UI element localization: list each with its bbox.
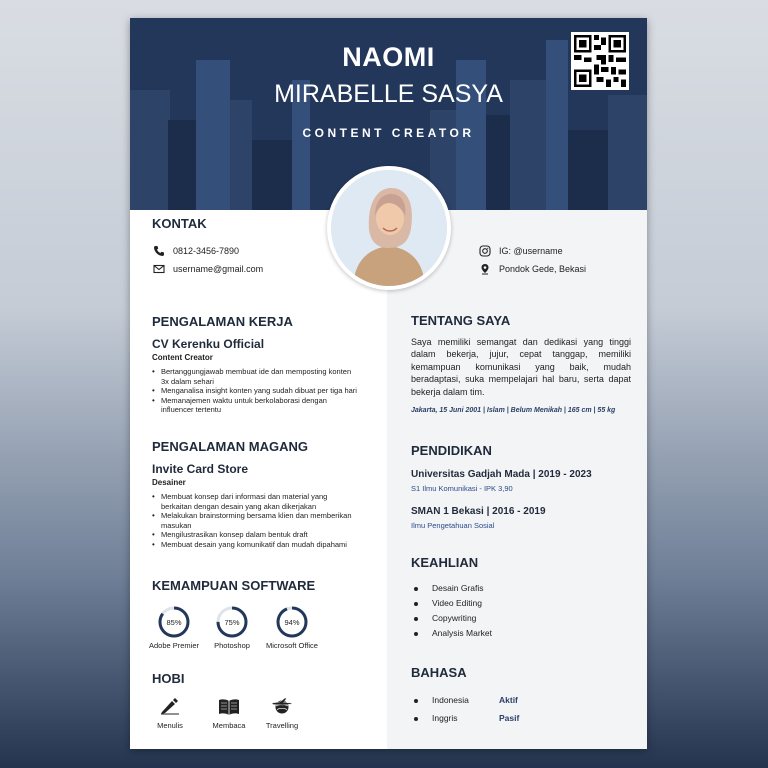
software-name: Adobe Premier	[148, 641, 200, 650]
internship-company: Invite Card Store	[152, 462, 249, 476]
list-item: • Bertanggungjawab membuat ide dan memposting konten	[152, 367, 382, 377]
job-title: CONTENT CREATOR	[302, 126, 475, 140]
skills-heading: KEAHLIAN	[411, 555, 479, 570]
software-name: Photoshop	[214, 641, 250, 650]
progress-ring	[275, 605, 309, 639]
qr-code-icon[interactable]	[571, 32, 629, 90]
pen-icon	[159, 697, 181, 715]
education-heading: PENDIDIKAN	[411, 443, 492, 458]
bullet-dot	[414, 602, 418, 606]
work-position: Content Creator	[152, 353, 213, 362]
list-item: berkaitan dengan desain yang akan dikerjakan	[161, 501, 317, 511]
hobby-heading: HOBI	[152, 671, 185, 686]
phone-number[interactable]: 0812-3456-7890	[173, 246, 240, 256]
software-heading: KEMAMPUAN SOFTWARE	[152, 578, 316, 593]
education-detail: S1 Ilmu Komunikasi - IPK 3,90	[411, 484, 513, 493]
skill-item: Copywriting	[432, 613, 477, 623]
software-name: Microsoft Office	[266, 641, 318, 650]
city-building	[230, 100, 252, 210]
book-icon	[218, 698, 240, 716]
profile-photo	[327, 166, 451, 290]
skill-item: Desain Grafis	[432, 583, 484, 593]
mail-icon	[153, 263, 165, 275]
work-experience-heading: PENGALAMAN KERJA	[152, 314, 293, 329]
about-text: Saya memiliki semangat dan dedikasi yang tinggi dalam bekerja, jujur, cepat tanggap, memiliki kemampuan komunikasi yang baik, mudah beradaptasi, suka mempelajari hal baru, serta dapat bekerja dalam tim.	[411, 337, 631, 397]
city-building	[608, 95, 647, 210]
instagram-handle[interactable]: IG: @username	[499, 246, 563, 256]
skill-item: Analysis Market	[432, 628, 492, 638]
language-name: Inggris	[432, 713, 458, 723]
list-item: masukan	[161, 520, 192, 530]
language-level: Aktif	[499, 695, 518, 705]
phone-icon	[153, 245, 165, 257]
last-name: MIRABELLE SASYA	[274, 80, 503, 108]
location-text: Pondok Gede, Bekasi	[499, 264, 587, 274]
education-school: Universitas Gadjah Mada | 2019 - 2023	[411, 469, 592, 480]
internship-heading: PENGALAMAN MAGANG	[152, 439, 308, 454]
list-item: • Mengilustrasikan konsep dalam bentuk draft	[152, 530, 382, 540]
bullet-dot	[414, 699, 418, 703]
list-item: • Membuat desain yang komunikatif dan mudah dipahami	[152, 540, 382, 550]
progress-ring	[215, 605, 249, 639]
skill-item: Video Editing	[432, 598, 482, 608]
list-item: • Memanajemen waktu untuk berkolaborasi dengan	[152, 396, 382, 406]
first-name: NAOMI	[342, 42, 435, 72]
bullet-dot	[414, 632, 418, 636]
plane-globe-icon	[271, 697, 293, 715]
progress-percent: 94%	[284, 618, 300, 627]
personal-details: Jakarta, 15 Juni 2001 | Islam | Belum Menikah | 165 cm | 55 kg	[411, 407, 616, 414]
list-item: influencer tertentu	[161, 405, 222, 414]
bullet-dot	[414, 617, 418, 621]
progress-percent: 85%	[166, 618, 182, 627]
bullet-dot	[414, 717, 418, 721]
progress-percent: 75%	[224, 618, 240, 627]
language-name: Indonesia	[432, 695, 469, 705]
hobby-label: Travelling	[265, 721, 299, 730]
resume-sheet	[130, 18, 647, 749]
list-item: 3x dalam sehari	[161, 376, 214, 386]
list-item: • Melakukan brainstorming bersama klien dan memberikan	[152, 511, 382, 521]
internship-position: Desainer	[152, 478, 186, 487]
work-duties-list	[152, 367, 382, 415]
contact-heading: KONTAK	[152, 216, 207, 231]
bullet-dot	[414, 587, 418, 591]
progress-ring	[157, 605, 191, 639]
hobby-label: Menulis	[157, 721, 183, 730]
email-address[interactable]: username@gmail.com	[173, 264, 264, 274]
education-school: SMAN 1 Bekasi | 2016 - 2019	[411, 506, 546, 517]
education-detail: Ilmu Pengetahuan Sosial	[411, 521, 495, 530]
list-item: • Menganalisa insight konten yang sudah dibuat per tiga hari	[152, 386, 382, 396]
internship-duties-list	[152, 492, 382, 549]
list-item: • Membuat konsep dari informasi dan material yang	[152, 492, 382, 502]
language-level: Pasif	[499, 713, 520, 723]
location-pin-icon	[479, 263, 491, 275]
hobby-label: Membaca	[212, 721, 246, 730]
instagram-icon	[479, 245, 491, 257]
work-company: CV Kerenku Official	[152, 337, 265, 351]
city-building	[568, 130, 608, 210]
languages-heading: BAHASA	[411, 665, 467, 680]
about-heading: TENTANG SAYA	[411, 313, 511, 328]
city-building	[252, 140, 292, 210]
